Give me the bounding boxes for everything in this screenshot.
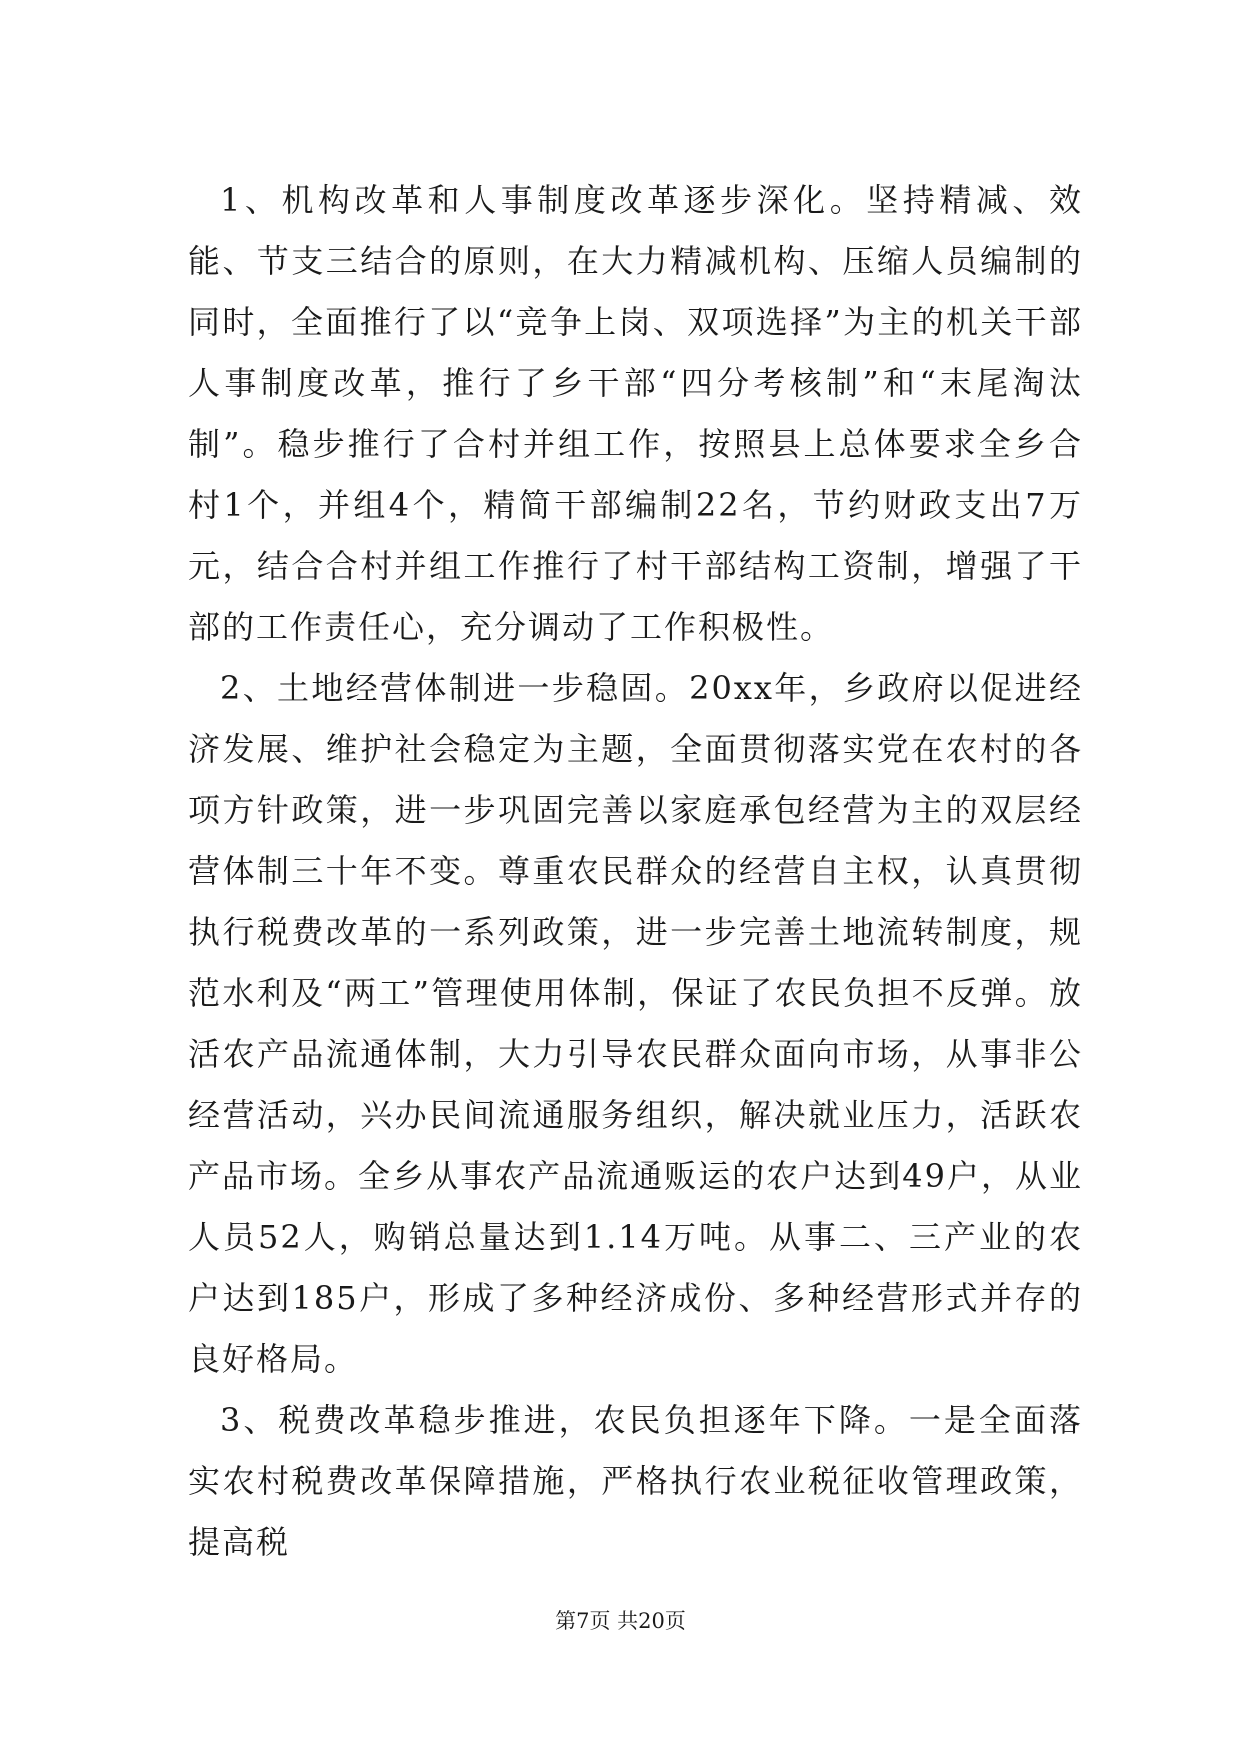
body-text	[188, 170, 1083, 1573]
paragraph-2: 2、土地经营体制进一步稳固。20xx年，乡政府以促进经济发展、维护社会稳定为主题，全面贯彻落实党在农村的各项方针政策，进一步巩固完善以家庭承包经营为主的双层经营体制三十年不变。尊重农民群众的经营自主权，认真贯彻执行税费改革的一系列政策，进一步完善土地流转制度，规范水利及“两工”管理使用体制，保证了农民负担不反弹。放活农产品流通体制，大力引导农民群众面向市场，从事非公经营活动，兴办民间流通服务组织，解决就业压力，活跃农产品市场。全乡从事农产品流通贩运的农户达到49户，从业人员52人，购销总量达到1.14万吨。从事二、三产业的农户达到185户，形成了多种经济成份、多种经营形式并存的良好格局。	[188, 669, 1083, 1378]
page-footer: 第7页 共20页	[555, 1609, 686, 1633]
paragraph-3: 3、税费改革稳步推进，农民负担逐年下降。一是全面落实农村税费改革保障措施，严格执行农业税征收管理政策，提高税	[188, 1401, 1083, 1561]
paragraph-1: 1、机构改革和人事制度改革逐步深化。坚持精减、效能、节支三结合的原则，在大力精减机构、压缩人员编制的同时，全面推行了以“竞争上岗、双项选择”为主的机关干部人事制度改革，推行了乡干部“四分考核制”和“末尾淘汰制”。稳步推行了合村并组工作，按照县上总体要求全乡合村1个，并组4个，精简干部编制22名，节约财政支出7万元，结合合村并组工作推行了村干部结构工资制，增强了干部的工作责任心，充分调动了工作积极性。	[188, 181, 1083, 646]
